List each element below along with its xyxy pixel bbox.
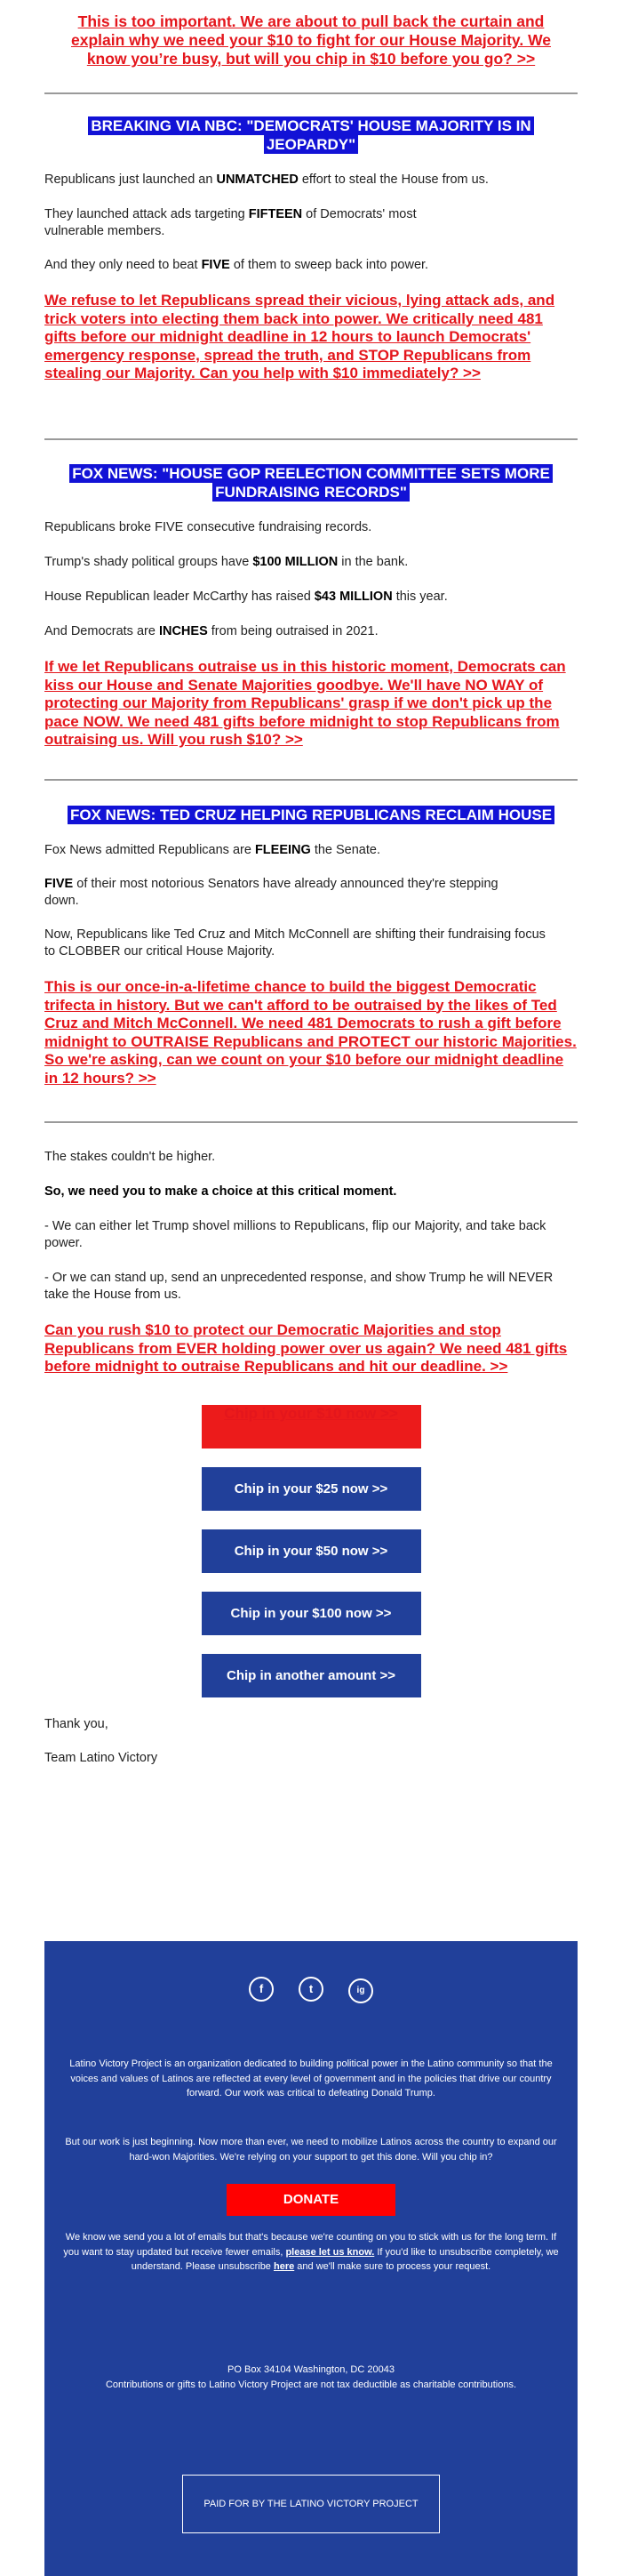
- donation-buttons: [44, 1405, 578, 1697]
- signoff-thanks: Thank you,: [44, 1717, 108, 1731]
- footer-email-notice: We know we send you a lot of emails but that's because we're counting on you to stick with us for the long term. If you want to stay updated but receive fewer emails, please let us know. If you'd like to unsubscribe completely, we understand. Please unsubscribe here and we'll make sure to process your request.: [63, 2232, 559, 2272]
- footer-address: PO Box 34104 Washington, DC 20043: [227, 2364, 395, 2375]
- chip-in-100-button[interactable]: Chip in your $100 now >>: [202, 1592, 421, 1635]
- paragraph: The stakes couldn't be higher.: [44, 1150, 216, 1164]
- chip-in-10-button[interactable]: Chip in your $10 now >>: [202, 1405, 421, 1448]
- paragraph: Fox News admitted Republicans are FLEEING the Senate.: [44, 843, 380, 857]
- facebook-icon[interactable]: f: [249, 1977, 274, 2002]
- footer-about: Latino Victory Project is an organization dedicated to building political power in the Latino community so that the voices and values of Latinos are reflected at every level of government and in the policies that drive our country forward. Our work was critical to defeating Donald Trump.: [69, 2058, 553, 2099]
- footer: [44, 1941, 578, 2576]
- fewer-emails-link[interactable]: please let us know.: [285, 2246, 375, 2258]
- paragraph: They launched attack ads targeting FIFTEEN of Democrats' most vulnerable members.: [44, 207, 417, 238]
- paragraph: Now, Republicans like Ted Cruz and Mitch McConnell are shifting their fundraising focus to CLOBBER our critical House Majority.: [44, 927, 546, 959]
- section-choice: [44, 1149, 578, 1376]
- headline-banner: FOX NEWS: "HOUSE GOP REELECTION COMMITTEE SETS MORE FUNDRAISING RECORDS": [69, 464, 553, 502]
- signoff-team: Team Latino Victory: [44, 1751, 158, 1765]
- donate-appeal-link[interactable]: If we let Republicans outraise us in this historic moment, Democrats can kiss our House and Senate Majorities goodbye. We'll have NO WAY of protecting our Majority from Republicans' grasp if we don't pick up the pace NOW. We need 481 gifts before midnight to stop Republicans from outraising us. Will you rush $10? >>: [44, 658, 566, 748]
- section-fox-cruz: [44, 806, 578, 1087]
- paragraph: And they only need to beat FIVE of them to sweep back into power.: [44, 258, 429, 272]
- headline-banner: BREAKING VIA NBC: "DEMOCRATS' HOUSE MAJORITY IS IN JEOPARDY": [88, 116, 533, 154]
- top-appeal-link[interactable]: This is too important. We are about to pull back the curtain and explain why we need your $10 to fight for our House Majority. We know you’re busy, but will you chip in $10 before you go? >>: [71, 12, 551, 68]
- signoff: [44, 1716, 578, 1767]
- section-fox-records: [44, 464, 578, 750]
- paragraph: Republicans broke FIVE consecutive fundraising records.: [44, 520, 372, 534]
- divider: [44, 92, 578, 94]
- donate-appeal-link[interactable]: This is our once-in-a-lifetime chance to build the biggest Democratic trifecta in history. But we can't afford to be outraised by the likes of Ted Cruz and Mitch McConnell. We need 481 Democrats to rush a gift before midnight to OUTRAISE Republicans and PROTECT our historic Majorities. So we're asking, can we count on your $10 before our midnight deadline in 12 hours? >>: [44, 978, 577, 1087]
- paragraph: - Or we can stand up, send an unprecedented response, and show Trump he will NEVER take the House from us.: [44, 1271, 554, 1302]
- footer-mobilize: But our work is just beginning. Now more than ever, we need to mobilize Latinos across the country to expand our hard-won Majorities. We're relying on your support to get this done. Will you chip in?: [65, 2137, 557, 2163]
- email-body: [44, 0, 578, 68]
- footer-tax-notice: Contributions or gifts to Latino Victory Project are not tax deductible as charitable contributions.: [105, 2379, 517, 2390]
- paragraph: House Republican leader McCarthy has raised $43 MILLION this year.: [44, 590, 448, 604]
- paragraph: And Democrats are INCHES from being outraised in 2021.: [44, 624, 379, 638]
- instagram-icon[interactable]: ig: [348, 1978, 373, 2003]
- paragraph: FIVE of their most notorious Senators have already announced they're stepping down.: [44, 877, 498, 908]
- donate-appeal-link[interactable]: Can you rush $10 to protect our Democratic Majorities and stop Republicans from EVER holding power over us again? We need 481 gifts before midnight to outraise Republicans and hit our deadline. >>: [44, 1321, 568, 1375]
- paragraph: - We can either let Trump shovel millions to Republicans, flip our Majority, and take back power.: [44, 1219, 546, 1250]
- paragraph: So, we need you to make a choice at this critical moment.: [44, 1184, 397, 1199]
- twitter-icon[interactable]: t: [299, 1977, 323, 2002]
- chip-in-50-button[interactable]: Chip in your $50 now >>: [202, 1529, 421, 1573]
- social-links: [44, 1977, 578, 2003]
- donate-button[interactable]: DONATE: [227, 2184, 395, 2216]
- chip-in-other-button[interactable]: Chip in another amount >>: [202, 1654, 421, 1697]
- paid-for-box: PAID FOR BY THE LATINO VICTORY PROJECT: [182, 2475, 440, 2533]
- headline-banner: FOX NEWS: TED CRUZ HELPING REPUBLICANS RECLAIM HOUSE: [68, 806, 554, 824]
- unsubscribe-link[interactable]: here: [273, 2261, 295, 2272]
- divider: [44, 779, 578, 781]
- paragraph: Republicans just launched an UNMATCHED effort to steal the House from us.: [44, 173, 489, 187]
- paragraph: Trump's shady political groups have $100 MILLION in the bank.: [44, 555, 409, 569]
- divider: [44, 438, 578, 440]
- divider: [44, 1121, 578, 1123]
- section-nbc: [44, 116, 578, 383]
- donate-appeal-link[interactable]: We refuse to let Republicans spread their vicious, lying attack ads, and trick voters into electing them back into power. We critically need 481 gifts before our midnight deadline in 12 hours to launch Democrats' emergency response, spread the truth, and STOP Republicans from stealing our Majority. Can you help with $10 immediately? >>: [44, 292, 555, 381]
- chip-in-25-button[interactable]: Chip in your $25 now >>: [202, 1467, 421, 1511]
